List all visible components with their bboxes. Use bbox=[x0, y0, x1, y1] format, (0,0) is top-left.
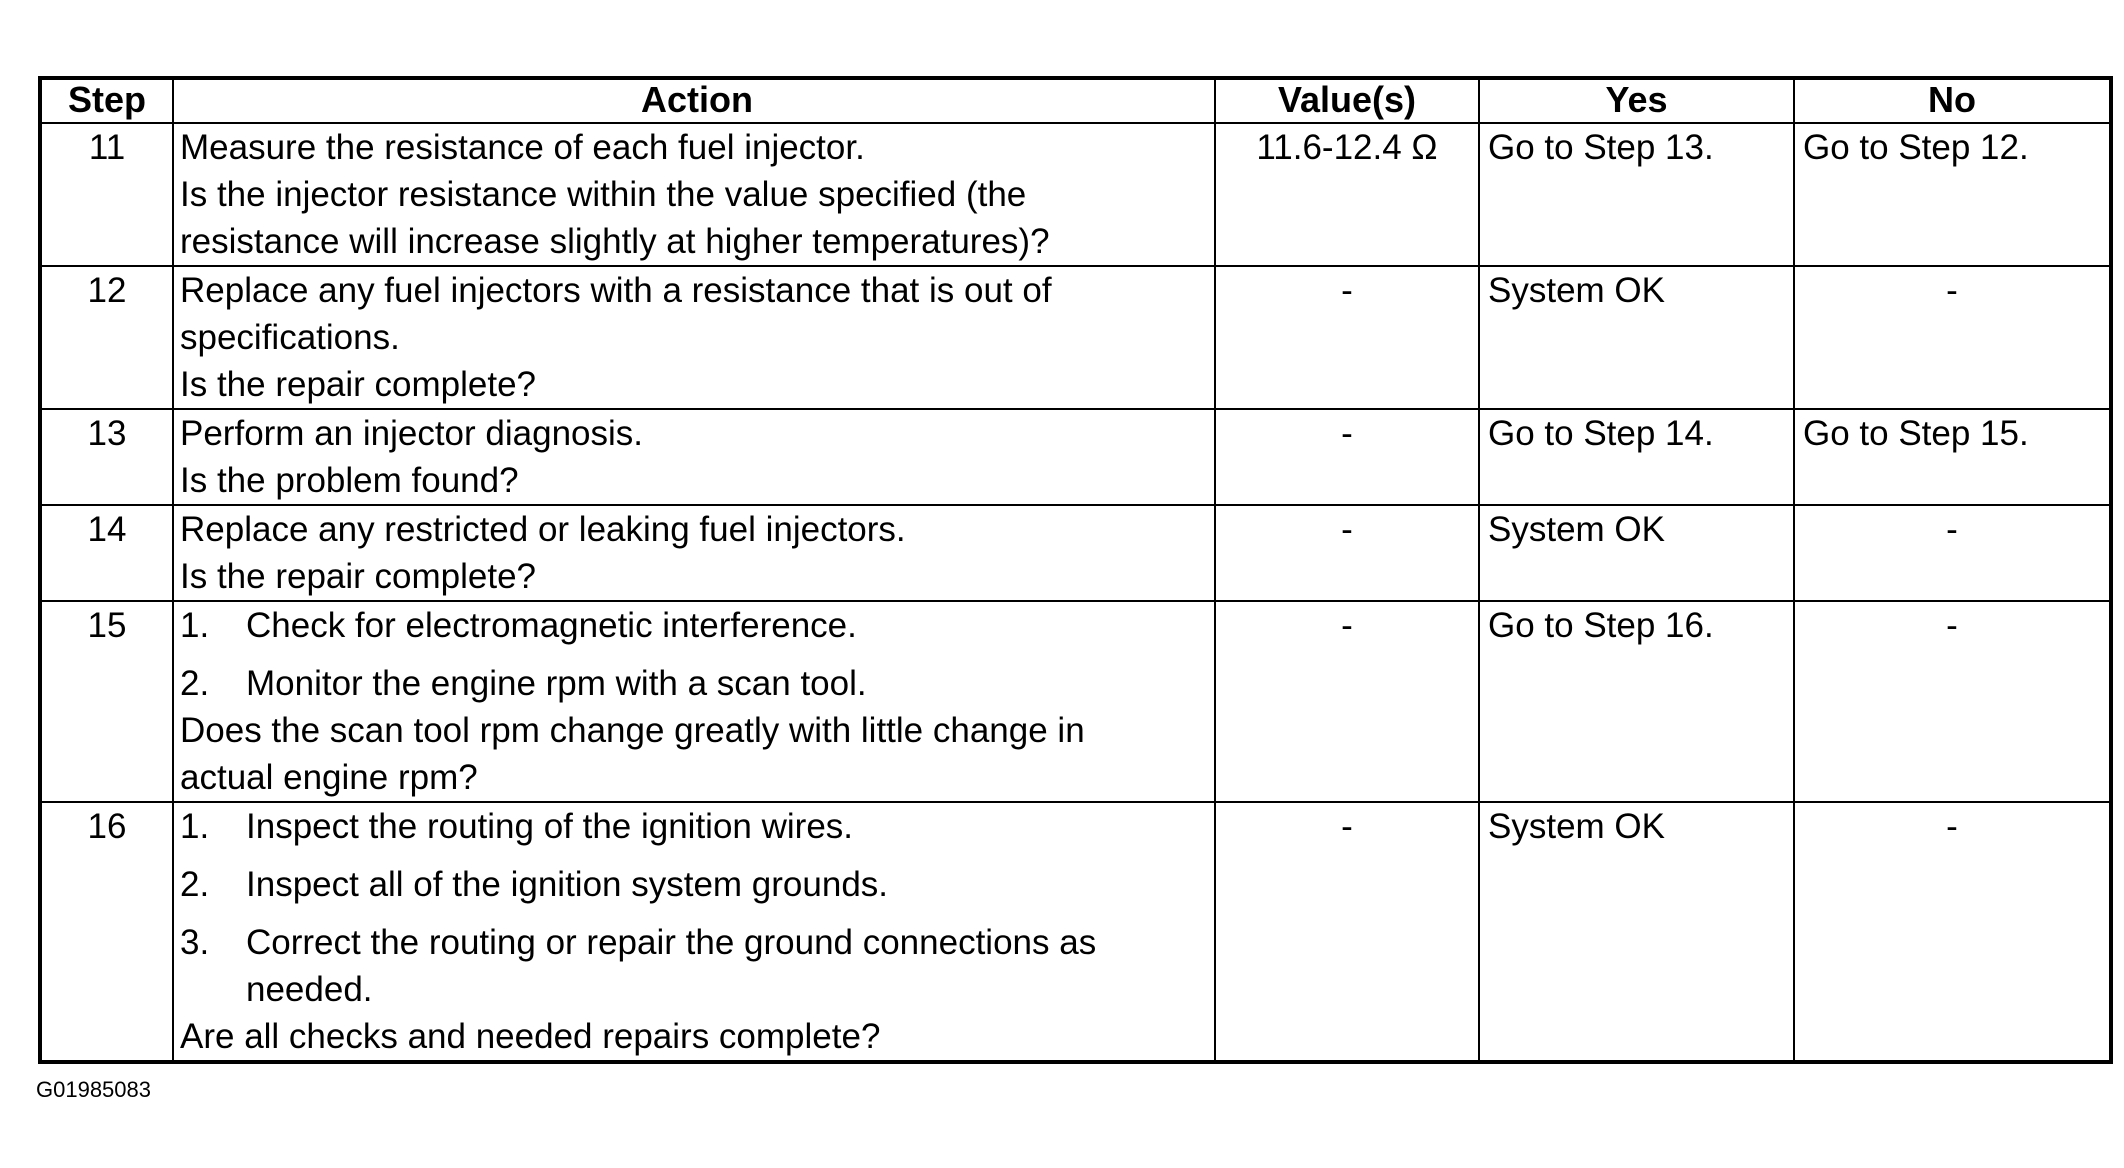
no-cell: - bbox=[1794, 802, 2111, 1062]
action-line: Perform an injector diagnosis. bbox=[180, 414, 643, 453]
table-row bbox=[40, 601, 2111, 802]
action-line: resistance will increase slightly at higher temperatures)? bbox=[180, 222, 1050, 261]
action-cell bbox=[173, 266, 1215, 409]
step-number: 11 bbox=[40, 123, 173, 266]
action-cell bbox=[173, 802, 1215, 1062]
item-text: Check for electromagnetic interference. bbox=[246, 606, 857, 645]
action-line: actual engine rpm? bbox=[180, 758, 478, 797]
numbered-item bbox=[180, 803, 1214, 850]
table-row bbox=[40, 123, 2111, 266]
action-cell bbox=[173, 123, 1215, 266]
action-line: Replace any fuel injectors with a resistance that is out of bbox=[180, 271, 1052, 310]
yes-cell: System OK bbox=[1479, 505, 1794, 601]
table-header-row bbox=[40, 78, 2111, 123]
header-no: No bbox=[1794, 78, 2111, 123]
no-cell: - bbox=[1794, 266, 2111, 409]
table-row bbox=[40, 505, 2111, 601]
step-number: 12 bbox=[40, 266, 173, 409]
yes-cell: Go to Step 14. bbox=[1479, 409, 1794, 505]
action-cell bbox=[173, 505, 1215, 601]
value-cell: - bbox=[1215, 802, 1479, 1062]
table-row bbox=[40, 266, 2111, 409]
value-cell: - bbox=[1215, 601, 1479, 802]
step-number: 16 bbox=[40, 802, 173, 1062]
yes-cell: System OK bbox=[1479, 802, 1794, 1062]
header-step: Step bbox=[40, 78, 173, 123]
action-line: Is the injector resistance within the value specified (the bbox=[180, 175, 1027, 214]
action-line: Is the repair complete? bbox=[180, 557, 537, 596]
no-cell: Go to Step 15. bbox=[1794, 409, 2111, 505]
action-line: Is the repair complete? bbox=[180, 365, 537, 404]
numbered-item bbox=[180, 861, 1214, 908]
step-number: 14 bbox=[40, 505, 173, 601]
item-number: 2. bbox=[180, 664, 210, 703]
action-line: Are all checks and needed repairs complete? bbox=[180, 1017, 881, 1056]
value-cell: - bbox=[1215, 505, 1479, 601]
no-cell: - bbox=[1794, 505, 2111, 601]
action-line: specifications. bbox=[180, 318, 400, 357]
action-line: Is the problem found? bbox=[180, 461, 519, 500]
item-number: 3. bbox=[180, 923, 210, 962]
step-number: 15 bbox=[40, 601, 173, 802]
diagnostic-table bbox=[38, 76, 2113, 1064]
numbered-item bbox=[180, 919, 1214, 1013]
value-cell: - bbox=[1215, 266, 1479, 409]
item-text: Inspect all of the ignition system grounds. bbox=[246, 865, 889, 904]
no-cell: Go to Step 12. bbox=[1794, 123, 2111, 266]
item-number: 2. bbox=[180, 865, 210, 904]
yes-cell: Go to Step 16. bbox=[1479, 601, 1794, 802]
value-cell: - bbox=[1215, 409, 1479, 505]
value-cell: 11.6-12.4 Ω bbox=[1215, 123, 1479, 266]
figure-id: G01985083 bbox=[36, 1077, 151, 1102]
item-text: Monitor the engine rpm with a scan tool. bbox=[246, 664, 867, 703]
action-line: Replace any restricted or leaking fuel injectors. bbox=[180, 510, 906, 549]
item-number: 1. bbox=[180, 606, 210, 645]
item-number: 1. bbox=[180, 807, 210, 846]
numbered-item bbox=[180, 602, 1214, 649]
table-row bbox=[40, 802, 2111, 1062]
no-cell: - bbox=[1794, 601, 2111, 802]
header-values: Value(s) bbox=[1215, 78, 1479, 123]
action-cell bbox=[173, 601, 1215, 802]
item-text: Correct the routing or repair the ground connections as needed. bbox=[246, 923, 1097, 1009]
header-yes: Yes bbox=[1479, 78, 1794, 123]
numbered-item bbox=[180, 660, 1214, 707]
yes-cell: Go to Step 13. bbox=[1479, 123, 1794, 266]
step-number: 13 bbox=[40, 409, 173, 505]
yes-cell: System OK bbox=[1479, 266, 1794, 409]
action-cell bbox=[173, 409, 1215, 505]
header-action: Action bbox=[173, 78, 1215, 123]
table-row bbox=[40, 409, 2111, 505]
action-line: Measure the resistance of each fuel injector. bbox=[180, 128, 865, 167]
item-text: Inspect the routing of the ignition wires. bbox=[246, 807, 854, 846]
action-line: Does the scan tool rpm change greatly with little change in bbox=[180, 711, 1085, 750]
